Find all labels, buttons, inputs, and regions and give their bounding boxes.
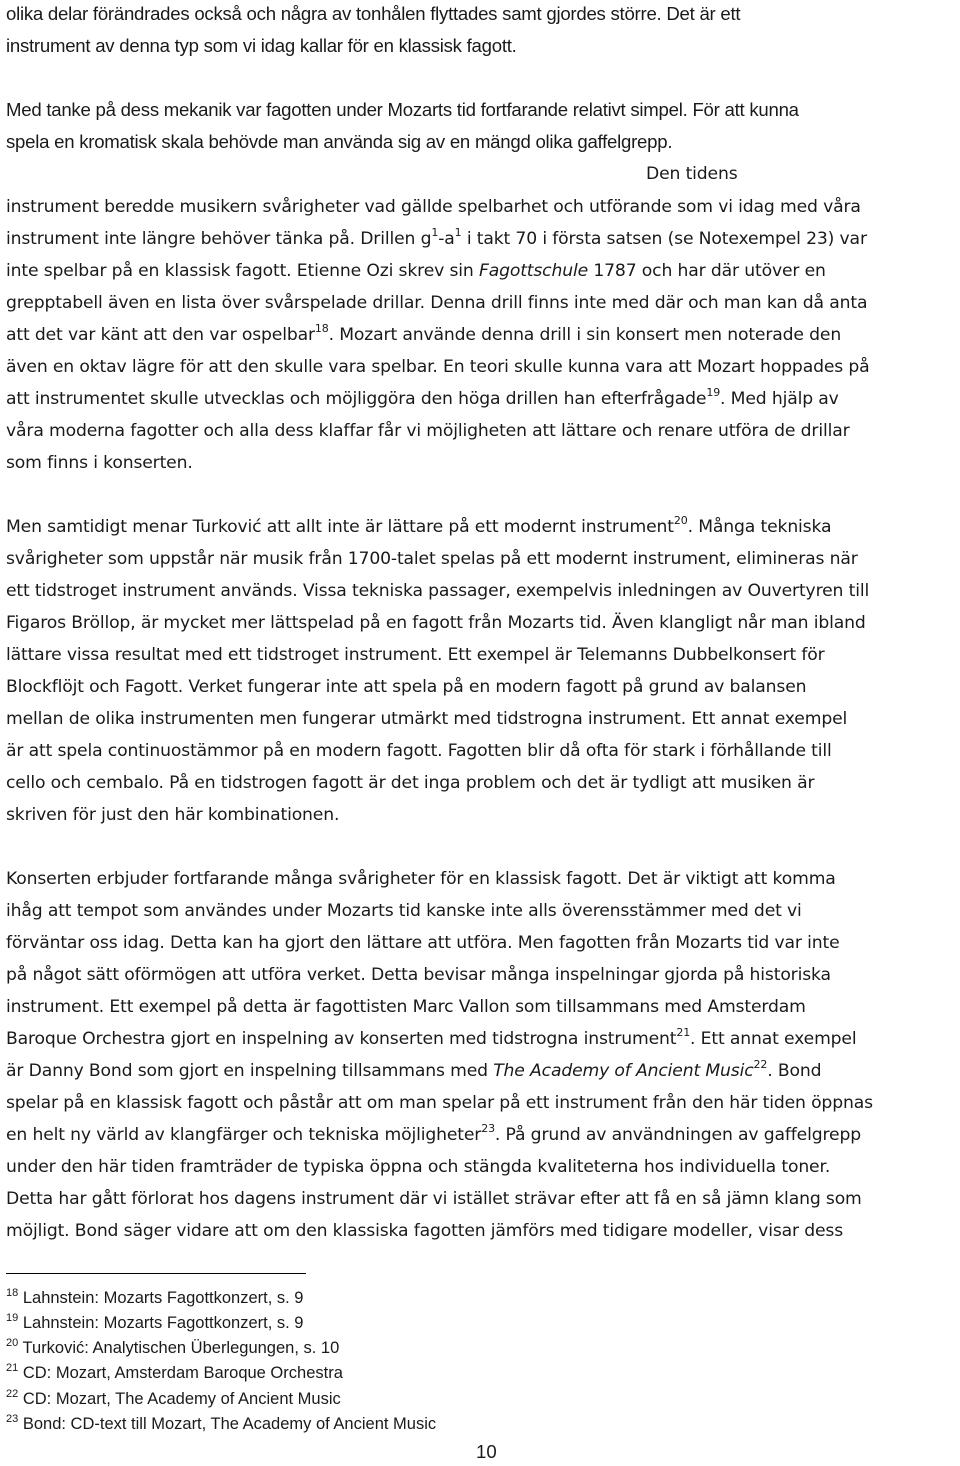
text-line: Blockflöjt och Fagott. Verket fungerar inte att spela på en modern fagott på grund av balansen	[6, 677, 807, 697]
text-line: ihåg att tempot som användes under Mozarts tid kanske inte alls överensstämmer med det vi	[6, 901, 802, 921]
text-line: en helt ny värld av klangfärger och tekniska möjligheter$^{23}$. På grund av användningen av gaffelgrepp	[6, 1122, 861, 1145]
text-line: är att spela continuostämmor på en modern fagott. Fagotten blir då ofta för stark i förhållande till	[6, 741, 832, 761]
text-line: är Danny Bond som gjort en inspelning tillsammans med The Academy of Ancient Music$^{22}$. Bond	[6, 1058, 822, 1081]
text-line: lättare vissa resultat med ett tidstroget instrument. Ett exempel är Telemanns Dubbelkonsert för	[6, 645, 825, 665]
footnote-divider	[6, 1273, 306, 1274]
text-line: Men samtidigt menar Turković att allt inte är lättare på ett modernt instrument$^{20}$. Många tekniska	[6, 514, 832, 537]
text-line: olika delar förändrades också och några av tonhålen flyttades samt gjordes större. Det är ett	[6, 3, 741, 24]
text-line: instrument inte längre behöver tänka på. Drillen $g^1-a^1$ i takt 70 i första satsen (se Notexempel 23) var	[6, 226, 867, 249]
footnote: $^{19}$ Lahnstein: Mozarts Fagottkonzert, s. 9	[6, 1312, 304, 1332]
footnote: $^{22}$ CD: Mozart, The Academy of Ancient Music	[6, 1388, 341, 1408]
text-line: förväntar oss idag. Detta kan ha gjort den lättare att utföra. Men fagotten från Mozarts tid var inte	[6, 933, 840, 953]
text-line: instrument. Ett exempel på detta är fagottisten Marc Vallon som tillsammans med Amsterdam	[6, 997, 806, 1017]
text-line: Detta har gått förlorat hos dagens instrument där vi istället strävar efter att få en så jämn klang som	[6, 1189, 862, 1209]
text-line: på något sätt oförmögen att utföra verket. Detta bevisar många inspelningar gjorda på historiska	[6, 965, 831, 985]
text-line: inte spelbar på en klassisk fagott. Etienne Ozi skrev sin Fagottschule 1787 och har där utöver en	[6, 261, 826, 281]
text-line: som finns i konserten.	[6, 453, 193, 473]
text-line: spelar på en klassisk fagott och påstår att om man spelar på ett instrument från den här tiden öppnas	[6, 1093, 873, 1113]
footnote: $^{18}$ Lahnstein: Mozarts Fagottkonzert, s. 9	[6, 1287, 304, 1307]
page-number: 10	[476, 1441, 497, 1462]
text-line: grepptabell även en lista över svårspelade drillar. Denna drill finns inte med där och man kan då anta	[6, 293, 868, 313]
text-line: att det var känt att den var ospelbar$^{18}$. Mozart använde denna drill i sin konsert men noterade den	[6, 322, 842, 345]
text-line: även en oktav lägre för att den skulle vara spelbar. En teori skulle kunna vara att Mozart hoppades på	[6, 357, 870, 377]
text-line: skriven för just den här kombinationen.	[6, 805, 340, 825]
text-line: att instrumentet skulle utvecklas och möjliggöra den höga drillen han efterfrågade$^{19}$. Med hjälp av	[6, 386, 839, 409]
text-line: spela en kromatisk skala behövde man använda sig av en mängd olika gaffelgrepp.	[6, 131, 673, 152]
footnote: $^{20}$ Turković: Analytischen Überlegungen, s. 10	[6, 1337, 340, 1357]
text-line: instrument beredde musikern svårigheter vad gällde spelbarhet och utförande som vi idag med våra	[6, 197, 861, 217]
text-line: svårigheter som uppstår när musik från 1700-talet spelas på ett modernt instrument, elimineras när	[6, 549, 858, 569]
text-line: mellan de olika instrumenten men fungerar utmärkt med tidstrogna instrument. Ett annat exempel	[6, 709, 848, 729]
text-line: våra moderna fagotter och alla dess klaffar får vi möjligheten att lättare och renare utföra de drillar	[6, 421, 850, 441]
text-line: möjligt. Bond säger vidare att om den klassiska fagotten jämförs med tidigare modeller, visar dess	[6, 1221, 844, 1241]
text-line: Med tanke på dess mekanik var fagotten under Mozarts tid fortfarande relativt simpel. För att kunna	[6, 99, 799, 120]
text-line: Konserten erbjuder fortfarande många svårigheter för en klassisk fagott. Det är viktigt att komma	[6, 869, 836, 889]
text-line: instrument av denna typ som vi idag kallar för en klassisk fagott.	[6, 35, 517, 56]
text-line: Baroque Orchestra gjort en inspelning av konserten med tidstrogna instrument$^{21}$. Ett annat exempel	[6, 1026, 857, 1049]
footnote: $^{23}$ Bond: CD-text till Mozart, The Academy of Ancient Music	[6, 1413, 437, 1433]
text-line: cello och cembalo. På en tidstrogen fagott är det inga problem och det är tydligt att musiken är	[6, 773, 815, 793]
text-line: under den här tiden framträder de typiska öppna och stängda kvaliteterna hos individuella toner.	[6, 1157, 831, 1177]
text-line: Figaros Bröllop, är mycket mer lättspelad på en fagott från Mozarts tid. Även klangligt når man ibland	[6, 613, 866, 633]
footnote: $^{21}$ CD: Mozart, Amsterdam Baroque Orchestra	[6, 1362, 343, 1382]
text-line: ett tidstroget instrument används. Vissa tekniska passager, exempelvis inledningen av Ouvertyren till	[6, 581, 870, 601]
